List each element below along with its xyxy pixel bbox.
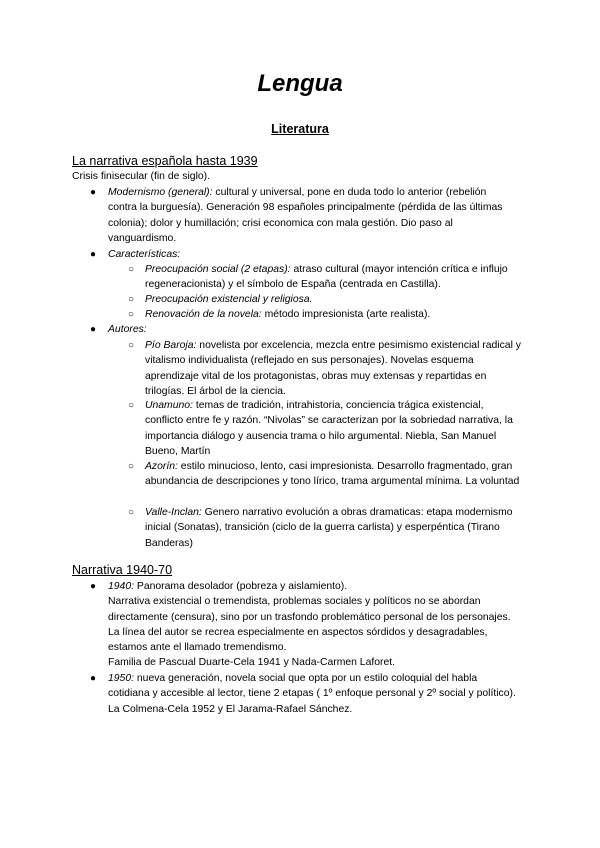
circle-bullet-icon: ○	[128, 461, 135, 472]
term-label: Preocupación existencial y religiosa.	[145, 294, 313, 305]
circle-bullet-icon: ○	[128, 294, 135, 305]
term-label: Autores:	[108, 324, 147, 335]
list-item-1950	[108, 671, 518, 717]
term-label: Azorín:	[145, 461, 178, 472]
item-text: Genero narrativo evolución a obras dramaticas: etapa modernismo inicial (Sonatas), transición (ciclo de la guerra carlista) y esperpéntica (Tirano Banderas)	[145, 507, 513, 549]
circle-bullet-icon: ○	[128, 340, 135, 351]
bullet-icon: ●	[90, 673, 97, 684]
page-title: Lengua	[257, 70, 343, 97]
item-text: novelista por excelencia, mezcla entre pesimismo existencial radical y vitalismo individualista (reflejado en sus personajes). Novelas esquema aprendizaje vital de los protagonistas, obras muy extensas y repartidas en trilogías. El árbol de la ciencia.	[145, 340, 521, 397]
list-item-preocupacion-social	[145, 262, 523, 293]
list-item-autores	[108, 322, 518, 337]
term-label: Renovación de la novela:	[145, 309, 262, 320]
term-label: Pío Baroja:	[145, 340, 197, 351]
list-item-azorin	[145, 459, 523, 490]
list-item-renovacion	[145, 307, 523, 322]
list-item-1940	[108, 579, 518, 671]
term-label: 1940:	[108, 581, 135, 592]
circle-bullet-icon: ○	[128, 400, 135, 411]
list-item-caracteristicas	[108, 247, 518, 262]
term-label: Valle-Inclan:	[145, 507, 202, 518]
page-subtitle: Literatura	[271, 122, 329, 136]
section-heading-2: Narrativa 1940-70	[72, 563, 173, 577]
item-text: atraso cultural (mayor intención crítica e influjo regeneracionista) y el símbolo de España (centrada en Castilla).	[145, 264, 508, 291]
bullet-icon: ●	[90, 187, 97, 198]
list-item-valle-inclan	[145, 505, 523, 551]
item-text: Panorama desolador (pobreza y aislamiento).	[134, 581, 348, 592]
list-item-modernismo	[108, 185, 518, 246]
bullet-icon: ●	[90, 581, 97, 592]
bullet-icon: ●	[90, 249, 97, 260]
term-label: Características:	[108, 249, 181, 260]
item-text: temas de tradición, intrahistoria, conciencia trágica existencial, conflicto entre fe y razón. “Nivolas” se caracterizan por la sobriedad narrativa, la importancia diálogo y ausencia trama o hilo argumental. Niebla, San Manuel Bueno, Martín	[145, 400, 513, 457]
term-label: 1950:	[108, 673, 135, 684]
term-label: Unamuno:	[145, 400, 193, 411]
term-label: Preocupación social (2 etapas):	[145, 264, 291, 275]
item-text: nueva generación, novela social que opta por un estilo coloquial del habla cotidiana y accesible al lector, tiene 2 etapas ( 1º enfoque personal y 2º social y político).	[108, 673, 516, 700]
item-paragraph: Narrativa existencial o tremendista, problemas sociales y políticos no se abordan directamente (censura), sino por un trasfondo problemático personal de los personajes. La línea del autor se recrea especialmente en aspectos sórdidos y desagradables, estamos ante el llamado tremendismo.	[108, 596, 511, 654]
item-text: estilo minucioso, lento, casi impresionista. Desarrollo fragmentado, gran abundancia de descripciones y tono lírico, trama argumental mínima. La voluntad	[145, 461, 520, 488]
circle-bullet-icon: ○	[128, 507, 135, 518]
circle-bullet-icon: ○	[128, 264, 135, 275]
list-item-unamuno	[145, 398, 523, 459]
intro-text: Crisis finisecular (fin de siglo).	[72, 171, 211, 182]
bullet-icon: ●	[90, 324, 97, 335]
item-works: La Colmena-Cela 1952 y El Jarama-Rafael Sánchez.	[108, 703, 353, 715]
item-works: Familia de Pascual Duarte-Cela 1941 y Nada-Carmen Laforet.	[108, 657, 396, 669]
circle-bullet-icon: ○	[128, 309, 135, 320]
term-label: Modernismo (general):	[108, 187, 213, 198]
section-heading-1: La narrativa española hasta 1939	[72, 154, 258, 168]
list-item-preocupacion-existencial	[145, 292, 523, 307]
list-item-pio-baroja	[145, 338, 523, 399]
item-text: cultural y universal, pone en duda todo lo anterior (rebelión contra la burguesía). Generación 98 españoles principalmente (pérdida de las últimas colonia); dolor y humillación; crisi economica con mala gestión. Dio paso al vanguardismo.	[108, 187, 503, 244]
item-text: método impresionista (arte realista).	[261, 309, 431, 320]
